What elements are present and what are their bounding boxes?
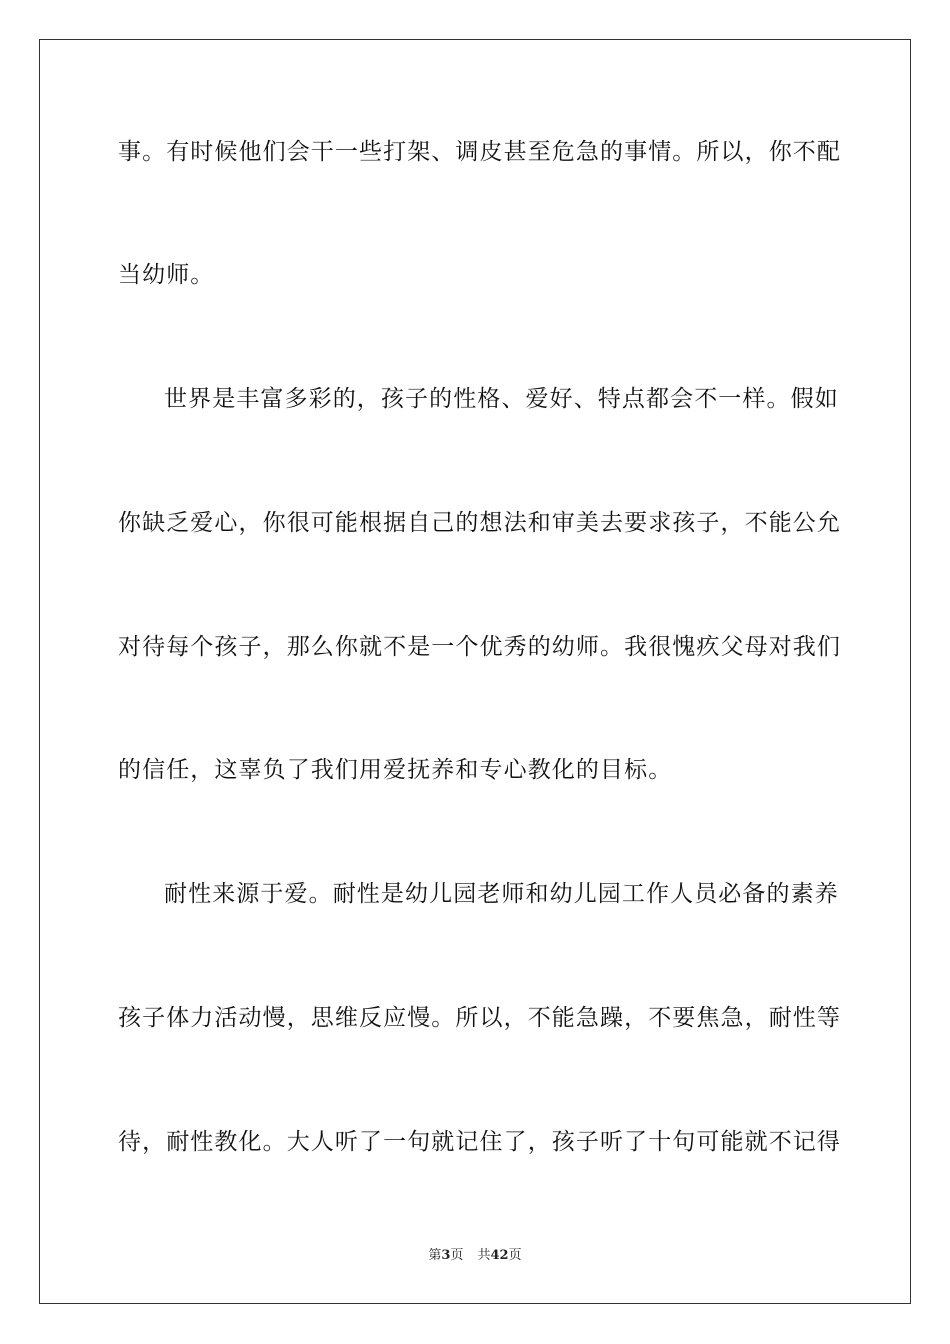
page-prefix: 第	[428, 1248, 442, 1263]
text-line-7: 耐性来源于爱。耐性是幼儿园老师和幼儿园工作人员必备的素养	[164, 881, 839, 907]
page-number: 3	[441, 1248, 451, 1263]
text-line-2: 当幼师。	[118, 262, 215, 288]
text-line-3: 世界是丰富多彩的，孩子的性格、爱好、特点都会不一样。假如	[164, 386, 839, 412]
text-line-5: 对待每个孩子，那么你就不是一个优秀的幼师。我很愧疚父母对我们	[118, 634, 841, 660]
text-line-9: 待，耐性教化。大人听了一句就记住了，孩子听了十句可能就不记得	[118, 1129, 841, 1155]
total-prefix: 共	[477, 1248, 491, 1263]
text-line-1: 事。有时候他们会干一些打架、调皮甚至危急的事情。所以，你不配	[118, 139, 841, 165]
text-line-6: 的信任，这辜负了我们用爱抚养和专心教化的目标。	[118, 757, 673, 783]
page-suffix: 页	[450, 1248, 464, 1263]
total-pages: 42	[490, 1248, 509, 1263]
total-suffix: 页	[508, 1248, 522, 1263]
text-line-8: 孩子体力活动慢，思维反应慢。所以，不能急躁，不要焦急，耐性等	[118, 1005, 841, 1031]
page-footer	[0, 1247, 950, 1265]
page-frame	[39, 39, 911, 1304]
text-line-4: 你缺乏爱心，你很可能根据自己的想法和审美去要求孩子，不能公允	[118, 510, 841, 536]
